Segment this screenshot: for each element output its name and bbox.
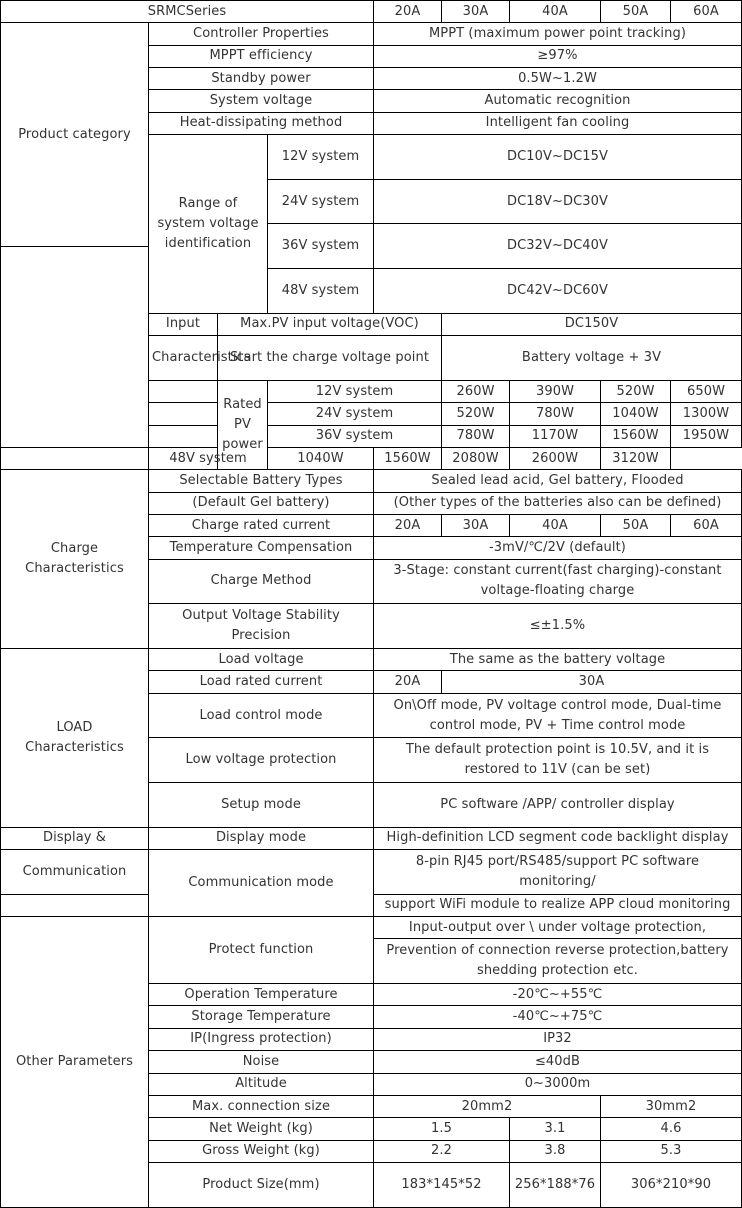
op-temp-label: Operation Temperature xyxy=(149,984,374,1006)
range-value-48v: DC42V~DC60V xyxy=(374,269,742,314)
load-current-label: Load rated current xyxy=(149,671,374,693)
pv-24v-30a: 780W xyxy=(510,403,601,425)
stability-value: ≤±1.5% xyxy=(374,604,742,649)
conn-size-large: 30mm2 xyxy=(601,1095,742,1117)
load-control-value: On\Off mode, PV voltage control mode, Dual-time control mode, PV + Time control mode xyxy=(374,693,742,738)
load-voltage-value: The same as the battery voltage xyxy=(374,648,742,670)
model-40a: 40A xyxy=(510,1,601,23)
protect-value-1: Input-output over \ under voltage protection, xyxy=(374,917,742,939)
table-row xyxy=(1,917,742,939)
setup-mode-label: Setup mode xyxy=(149,783,374,828)
range-value-36v: DC32V~DC40V xyxy=(374,224,742,269)
controller-properties-value: MPPT (maximum power point tracking) xyxy=(374,23,742,45)
comm-mode-value-2: support WiFi module to realize APP cloud monitoring xyxy=(374,894,742,916)
ip-value: IP32 xyxy=(374,1028,742,1050)
altitude-label: Altitude xyxy=(149,1073,374,1095)
net-weight-3: 4.6 xyxy=(601,1118,742,1140)
ip-label: IP(Ingress protection) xyxy=(149,1028,374,1050)
net-weight-1: 1.5 xyxy=(374,1118,510,1140)
model-20a: 20A xyxy=(374,1,442,23)
storage-temp-value: -40℃~+75℃ xyxy=(374,1006,742,1028)
display-mode-label: Display mode xyxy=(149,827,374,849)
charge-method-value: 3-Stage: constant current(fast charging)-constant voltage-floating charge xyxy=(374,559,742,604)
load-characteristics-label: LOAD Characteristics xyxy=(1,648,149,827)
table-row xyxy=(1,850,742,872)
range-value-12v: DC10V~DC15V xyxy=(374,135,742,180)
noise-label: Noise xyxy=(149,1051,374,1073)
pv-48v-40a: 2080W xyxy=(442,447,510,469)
voltage-range-label: Range of system voltage identification xyxy=(149,135,268,314)
display-mode-value: High-definition LCD segment code backlight display xyxy=(374,827,742,849)
pv-48v-60a: 3120W xyxy=(601,447,671,469)
default-gel-value: (Other types of the batteries also can be defined) xyxy=(374,492,742,514)
comm-mode-value-1: 8-pin RJ45 port/RS485/support PC software monitoring/ xyxy=(374,850,742,895)
range-system-12v: 12V system xyxy=(268,135,374,180)
pv-12v-30a: 390W xyxy=(510,380,601,402)
range-value-24v: DC18V~DC30V xyxy=(374,179,742,224)
start-charge-label: Start the charge voltage point xyxy=(218,336,442,381)
range-system-36v: 36V system xyxy=(268,224,374,269)
pv-system-12v: 12V system xyxy=(268,380,442,402)
other-parameters-label: Other Parameters xyxy=(1,917,149,1207)
size-3: 306*210*90 xyxy=(601,1162,742,1207)
pv-48v-50a: 2600W xyxy=(510,447,601,469)
blank-cell xyxy=(149,380,218,402)
net-weight-2: 3.1 xyxy=(510,1118,601,1140)
conn-size-label: Max. connection size xyxy=(149,1095,374,1117)
temp-comp-value: -3mV/℃/2V (default) xyxy=(374,537,742,559)
battery-types-value: Sealed lead acid, Gel battery, Flooded xyxy=(374,470,742,492)
size-label: Product Size(mm) xyxy=(149,1162,374,1207)
model-50a: 50A xyxy=(601,1,671,23)
input-characteristics-label: Characteristics xyxy=(149,336,218,381)
pv-24v-40a: 1040W xyxy=(601,403,671,425)
rated-pv-label: Rated PV power xyxy=(218,380,268,469)
display-label: Display & xyxy=(1,827,149,849)
blank-cell xyxy=(1,447,149,469)
charge-current-label: Charge rated current xyxy=(149,514,374,536)
net-weight-label: Net Weight (kg) xyxy=(149,1118,374,1140)
charge-method-label: Charge Method xyxy=(149,559,374,604)
gross-weight-1: 2.2 xyxy=(374,1140,510,1162)
temp-comp-label: Temperature Compensation xyxy=(149,537,374,559)
charge-current-40a: 40A xyxy=(510,514,601,536)
model-60a: 60A xyxy=(671,1,742,23)
op-temp-value: -20℃~+55℃ xyxy=(374,984,742,1006)
comm-mode-label: Communication mode xyxy=(149,850,374,917)
load-control-label: Load control mode xyxy=(149,693,374,738)
system-voltage-value: Automatic recognition xyxy=(374,90,742,112)
start-charge-value: Battery voltage + 3V xyxy=(442,336,742,381)
standby-power-value: 0.5W~1.2W xyxy=(374,68,742,90)
communication-label: Communication xyxy=(1,850,149,895)
pv-24v-20a: 520W xyxy=(442,403,510,425)
range-system-48v: 48V system xyxy=(268,269,374,314)
pv-36v-30a: 1170W xyxy=(510,425,601,447)
default-gel-label: (Default Gel battery) xyxy=(149,492,374,514)
mppt-efficiency-label: MPPT efficiency xyxy=(149,45,374,67)
low-voltage-label: Low voltage protection xyxy=(149,738,374,783)
load-current-30a: 30A xyxy=(442,671,742,693)
range-system-24v: 24V system xyxy=(268,179,374,224)
pv-system-36v: 36V system xyxy=(268,425,442,447)
table-row xyxy=(1,23,742,45)
gross-weight-3: 5.3 xyxy=(601,1140,742,1162)
pv-36v-50a: 1950W xyxy=(671,425,742,447)
size-1: 183*145*52 xyxy=(374,1162,510,1207)
charge-current-20a: 20A xyxy=(374,514,442,536)
setup-mode-value: PC software /APP/ controller display xyxy=(374,783,742,828)
table-row xyxy=(1,447,742,469)
altitude-value: 0~3000m xyxy=(374,1073,742,1095)
pv-12v-20a: 260W xyxy=(442,380,510,402)
spacer xyxy=(1,246,149,447)
size-2: 256*188*76 xyxy=(510,1162,601,1207)
heat-method-label: Heat-dissipating method xyxy=(149,112,374,134)
heat-method-value: Intelligent fan cooling xyxy=(374,112,742,134)
input-label: Input xyxy=(149,313,218,335)
charge-characteristics-label: Charge Characteristics xyxy=(1,470,149,649)
max-pv-value: DC150V xyxy=(442,313,742,335)
pv-48v-20a: 1040W xyxy=(268,447,374,469)
system-voltage-label: System voltage xyxy=(149,90,374,112)
load-current-20a: 20A xyxy=(374,671,442,693)
mppt-efficiency-value: ≥97% xyxy=(374,45,742,67)
gross-weight-label: Gross Weight (kg) xyxy=(149,1140,374,1162)
controller-properties-label: Controller Properties xyxy=(149,23,374,45)
table-row xyxy=(1,470,742,492)
pv-48v-30a: 1560W xyxy=(374,447,442,469)
pv-36v-20a: 780W xyxy=(442,425,510,447)
product-category-label: Product category xyxy=(1,23,149,246)
noise-value: ≤40dB xyxy=(374,1051,742,1073)
protect-label: Protect function xyxy=(149,917,374,984)
pv-12v-50a: 650W xyxy=(671,380,742,402)
storage-temp-label: Storage Temperature xyxy=(149,1006,374,1028)
pv-36v-40a: 1560W xyxy=(601,425,671,447)
pv-12v-40a: 520W xyxy=(601,380,671,402)
conn-size-small: 20mm2 xyxy=(374,1095,601,1117)
low-voltage-value: The default protection point is 10.5V, and it is restored to 11V (can be set) xyxy=(374,738,742,783)
header-row xyxy=(1,1,742,23)
stability-label: Output Voltage Stability Precision xyxy=(149,604,374,649)
series-name: SRMCSeries xyxy=(1,1,374,23)
battery-types-label: Selectable Battery Types xyxy=(149,470,374,492)
standby-power-label: Standby power xyxy=(149,68,374,90)
blank-cell xyxy=(1,894,149,916)
charge-current-30a: 30A xyxy=(442,514,510,536)
charge-current-60a: 60A xyxy=(671,514,742,536)
blank-cell xyxy=(149,403,218,425)
model-30a: 30A xyxy=(442,1,510,23)
gross-weight-2: 3.8 xyxy=(510,1140,601,1162)
blank-cell xyxy=(149,425,218,447)
protect-value-2: Prevention of connection reverse protection,battery shedding protection etc. xyxy=(374,939,742,984)
table-row xyxy=(1,648,742,670)
pv-system-48v: 48V system xyxy=(149,447,268,469)
pv-24v-50a: 1300W xyxy=(671,403,742,425)
charge-current-50a: 50A xyxy=(601,514,671,536)
load-voltage-label: Load voltage xyxy=(149,648,374,670)
max-pv-label: Max.PV input voltage(VOC) xyxy=(218,313,442,335)
pv-system-24v: 24V system xyxy=(268,403,442,425)
table-row xyxy=(1,827,742,849)
